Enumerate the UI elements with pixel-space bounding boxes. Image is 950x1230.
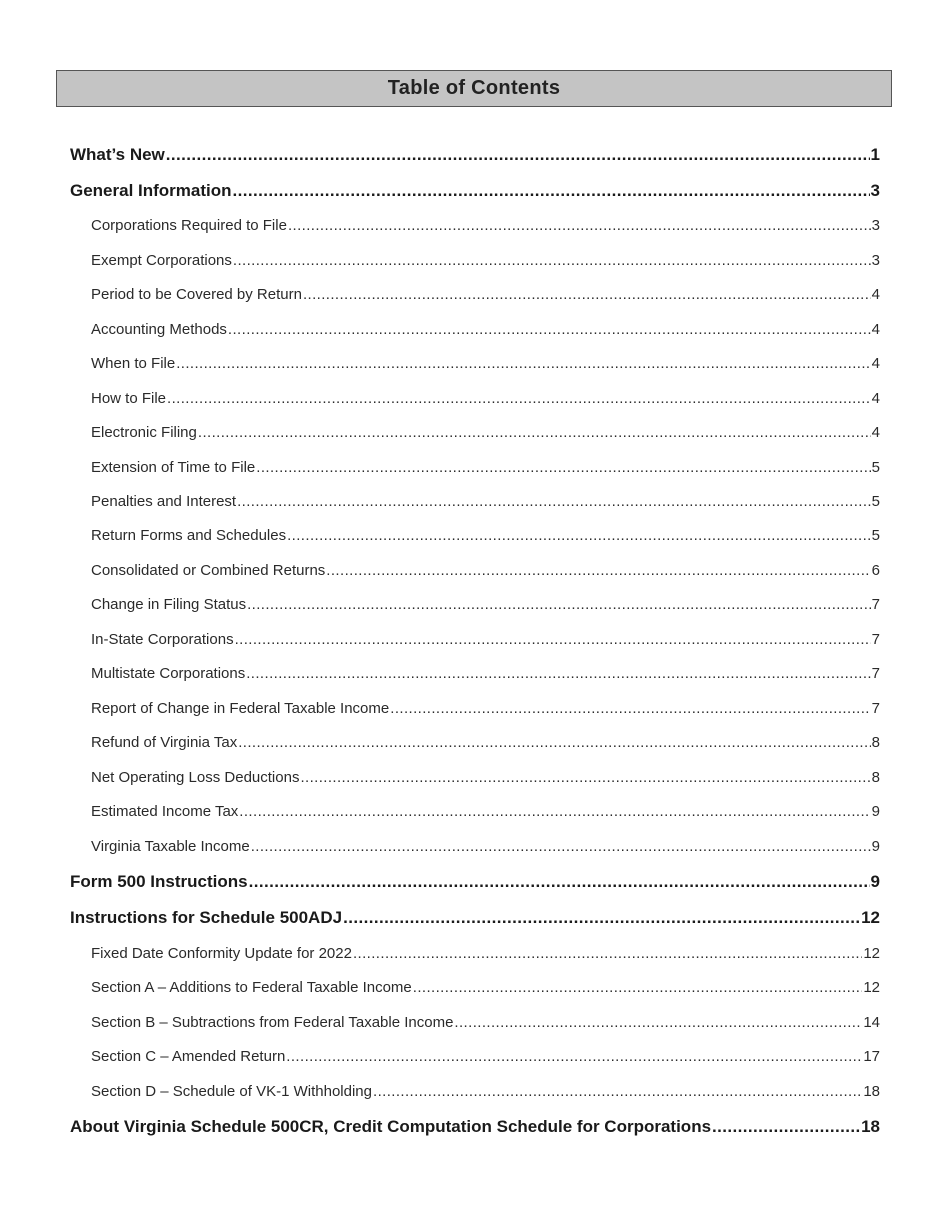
dot-leader	[287, 526, 871, 546]
toc-entry-page: 9	[871, 803, 880, 820]
toc-entry-label: How to File	[91, 390, 167, 407]
toc-entry-period-covered[interactable]	[91, 285, 880, 305]
toc-entry-label: Multistate Corporations	[91, 665, 246, 682]
dot-leader	[249, 872, 870, 892]
toc-entry-label: Penalties and Interest	[91, 493, 237, 510]
toc-entry-page: 5	[871, 459, 880, 476]
dot-leader	[353, 944, 862, 964]
toc-entry-label: In-State Corporations	[91, 631, 234, 648]
toc-entry-label: About Virginia Schedule 500CR, Credit Computation Schedule for Corporations	[70, 1117, 712, 1136]
toc-entry-page: 7	[871, 631, 880, 648]
dot-leader	[233, 251, 871, 271]
dot-leader	[233, 181, 870, 201]
dot-leader	[176, 354, 870, 374]
toc-entry-schedule-500adj[interactable]	[70, 908, 880, 928]
toc-entry-page: 5	[871, 493, 880, 510]
toc-entry-page: 8	[871, 734, 880, 751]
toc-entry-page: 4	[871, 286, 880, 303]
dot-leader	[256, 458, 870, 478]
toc-entry-label: Consolidated or Combined Returns	[91, 562, 326, 579]
toc-entry-label: Section A – Additions to Federal Taxable Income	[91, 979, 412, 996]
toc-entry-corporations-required[interactable]	[91, 216, 880, 236]
toc-entry-estimated-income-tax[interactable]	[91, 802, 880, 822]
toc-entry-page: 3	[871, 217, 880, 234]
toc-entry-label: Virginia Taxable Income	[91, 838, 250, 855]
toc-entry-report-of-change[interactable]	[91, 699, 880, 719]
toc-entry-multistate-corporations[interactable]	[91, 664, 880, 684]
toc-entry-page: 18	[861, 1117, 880, 1136]
toc-entry-label: Section C – Amended Return	[91, 1048, 286, 1065]
toc-entry-exempt-corporations[interactable]	[91, 251, 880, 271]
toc-entry-page: 12	[863, 945, 880, 962]
toc-entry-penalties-interest[interactable]	[91, 492, 880, 512]
toc-entry-label: Electronic Filing	[91, 424, 197, 441]
toc-entry-page: 8	[871, 769, 880, 786]
toc-entry-change-filing-status[interactable]	[91, 595, 880, 615]
toc-entry-page: 7	[871, 596, 880, 613]
toc-entry-fixed-date-conformity[interactable]	[91, 944, 880, 964]
toc-entry-page: 4	[871, 321, 880, 338]
toc-title: Table of Contents	[56, 70, 892, 107]
toc-entry-page: 18	[863, 1083, 880, 1100]
toc-entry-page: 17	[863, 1048, 880, 1065]
toc-entry-page: 5	[871, 527, 880, 544]
toc-entry-section-b[interactable]	[91, 1013, 880, 1033]
toc-entry-label: Accounting Methods	[91, 321, 227, 338]
dot-leader	[251, 837, 871, 857]
dot-leader	[286, 1047, 862, 1067]
toc-entry-label: Change in Filing Status	[91, 596, 247, 613]
toc-entry-label: Report of Change in Federal Taxable Income	[91, 700, 390, 717]
toc-entry-accounting-methods[interactable]	[91, 320, 880, 340]
toc-entry-page: 12	[861, 908, 880, 927]
toc-entry-form-500-instructions[interactable]	[70, 872, 880, 892]
dot-leader	[288, 216, 871, 236]
toc-entry-page: 9	[871, 838, 880, 855]
toc-entry-section-a[interactable]	[91, 978, 880, 998]
toc-entry-general-information[interactable]	[70, 181, 880, 201]
toc-entry-schedule-500cr[interactable]	[70, 1117, 880, 1137]
dot-leader	[413, 978, 863, 998]
dot-leader	[235, 630, 871, 650]
toc-entry-page: 4	[871, 390, 880, 407]
toc-entry-label: Extension of Time to File	[91, 459, 256, 476]
dot-leader	[300, 768, 870, 788]
toc-entry-label: General Information	[70, 181, 232, 200]
toc-entry-when-to-file[interactable]	[91, 354, 880, 374]
toc-entry-label: What’s New	[70, 145, 165, 164]
toc-entry-page: 1	[870, 145, 880, 164]
toc-entry-page: 7	[871, 700, 880, 717]
toc-entry-page: 12	[863, 979, 880, 996]
toc-entry-page: 4	[871, 424, 880, 441]
toc-entry-label: Exempt Corporations	[91, 252, 232, 269]
toc-entry-virginia-taxable-income[interactable]	[91, 837, 880, 857]
toc-entry-consolidated-returns[interactable]	[91, 561, 880, 581]
toc-entry-label: Form 500 Instructions	[70, 872, 248, 891]
toc-entry-extension-of-time[interactable]	[91, 458, 880, 478]
dot-leader	[247, 595, 871, 615]
dot-leader	[198, 423, 871, 443]
dot-leader	[712, 1117, 860, 1137]
dot-leader	[390, 699, 870, 719]
dot-leader	[454, 1013, 862, 1033]
dot-leader	[373, 1082, 862, 1102]
toc-entry-net-operating-loss[interactable]	[91, 768, 880, 788]
toc-entry-refund-virginia-tax[interactable]	[91, 733, 880, 753]
toc-entry-return-forms[interactable]	[91, 526, 880, 546]
toc-entry-label: Section D – Schedule of VK-1 Withholding	[91, 1083, 372, 1100]
toc-entry-label: Return Forms and Schedules	[91, 527, 287, 544]
toc-entry-label: Instructions for Schedule 500ADJ	[70, 908, 343, 927]
toc-entry-page: 14	[863, 1014, 880, 1031]
dot-leader	[167, 389, 871, 409]
toc-entry-electronic-filing[interactable]	[91, 423, 880, 443]
toc-entry-section-d[interactable]	[91, 1082, 880, 1102]
toc-entry-section-c[interactable]	[91, 1047, 880, 1067]
dot-leader	[166, 145, 870, 165]
toc-entry-page: 6	[871, 562, 880, 579]
toc-entry-page: 3	[871, 252, 880, 269]
toc-entry-label: Period to be Covered by Return	[91, 286, 302, 303]
toc-entry-label: Section B – Subtractions from Federal Taxable Income	[91, 1014, 454, 1031]
toc-entry-page: 7	[871, 665, 880, 682]
toc-entry-label: Corporations Required to File	[91, 217, 287, 234]
toc-entry-label: Fixed Date Conformity Update for 2022	[91, 945, 352, 962]
dot-leader	[228, 320, 871, 340]
toc-entry-label: Estimated Income Tax	[91, 803, 239, 820]
toc-entry-page: 9	[870, 872, 880, 891]
dot-leader	[239, 802, 870, 822]
dot-leader	[343, 908, 860, 928]
toc-entry-in-state-corporations[interactable]	[91, 630, 880, 650]
toc-entry-page: 3	[870, 181, 880, 200]
dot-leader	[238, 733, 870, 753]
toc-entry-label: When to File	[91, 355, 176, 372]
toc-entry-label: Refund of Virginia Tax	[91, 734, 238, 751]
dot-leader	[237, 492, 871, 512]
dot-leader	[326, 561, 870, 581]
dot-leader	[246, 664, 870, 684]
toc-entry-whats-new[interactable]	[70, 145, 880, 165]
dot-leader	[303, 285, 871, 305]
toc-entry-label: Net Operating Loss Deductions	[91, 769, 300, 786]
toc-entry-how-to-file[interactable]	[91, 389, 880, 409]
toc-entry-page: 4	[871, 355, 880, 372]
